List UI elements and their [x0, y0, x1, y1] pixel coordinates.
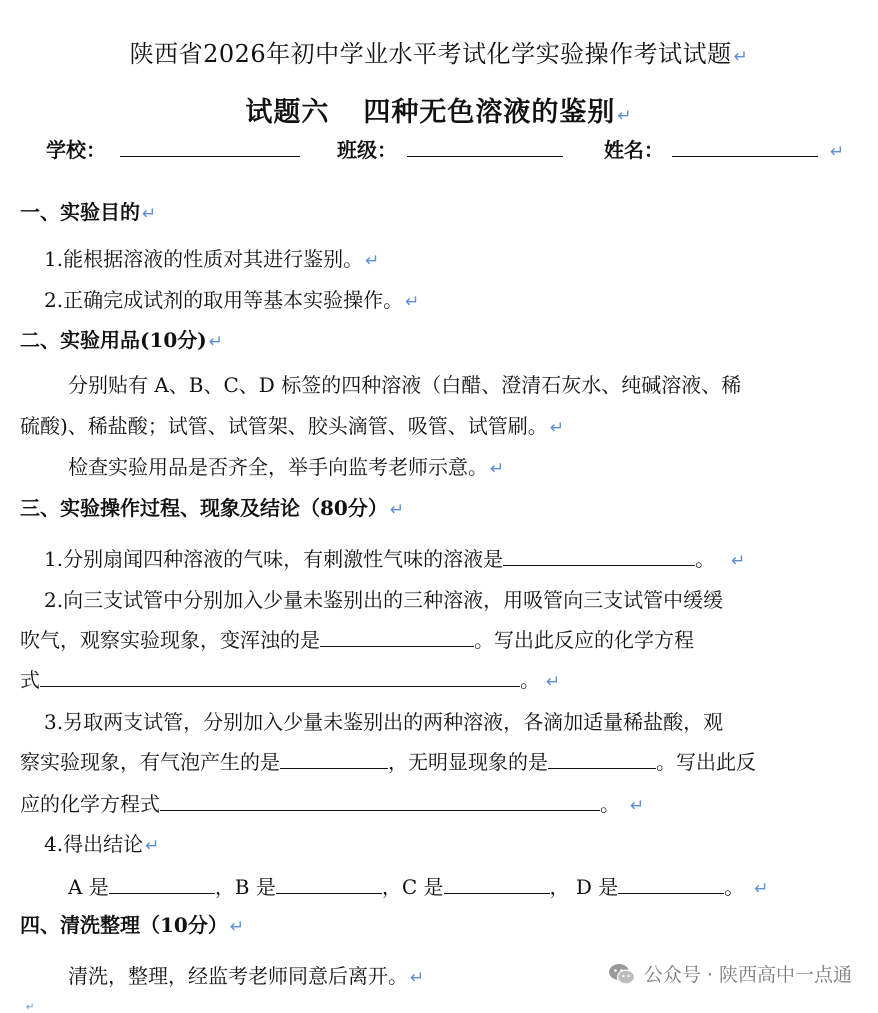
watermark	[608, 960, 852, 987]
paragraph-mark-icon: ↵	[389, 500, 405, 520]
answer-blank-d[interactable]	[618, 875, 724, 894]
answer-blank[interactable]	[280, 750, 388, 769]
answer-blank-a[interactable]	[109, 875, 215, 894]
paragraph-mark-icon: ↵	[630, 796, 645, 816]
question-2-line-3: 式 。 ↵	[20, 668, 561, 692]
paragraph-mark-icon: ↵	[754, 879, 769, 899]
answer-blank[interactable]	[503, 547, 695, 566]
paragraph-mark-icon: ↵	[145, 836, 160, 856]
paragraph-mark-icon: ↵	[549, 418, 565, 438]
question-4: 4.得出结论 ↵	[44, 832, 160, 856]
paragraph-mark-icon: ↵	[617, 106, 633, 126]
paragraph-mark-icon: ↵	[405, 292, 420, 312]
materials-check: 检查实验用品是否齐全，举手向监考老师示意。 ↵	[68, 455, 505, 479]
section-heading-1: 一、实验目的 ↵	[20, 200, 157, 224]
exam-title: 陕西省2026年初中学业水平考试化学实验操作考试试题 ↵	[129, 40, 749, 68]
class-blank[interactable]	[407, 138, 563, 157]
class-label: 班级：	[336, 138, 397, 162]
name-blank[interactable]	[672, 138, 818, 157]
watermark-text: 公众号 · 陕西高中一点通	[643, 964, 852, 986]
school-label: 学校：	[46, 138, 106, 162]
equation-blank[interactable]	[160, 792, 600, 811]
student-info-row	[46, 134, 844, 163]
paragraph-mark-icon: ↵	[731, 551, 746, 571]
question-number: 试题六	[245, 97, 330, 128]
objective-item: 2.正确完成试剂的取用等基本实验操作。 ↵	[44, 288, 420, 312]
question-2-line-1: 2.向三支试管中分别加入少量未鉴别出的三种溶液，用吸管向三支试管中缓缓	[44, 588, 724, 612]
section-heading-2: 二、实验用品(10分) ↵	[20, 328, 224, 352]
conclusion-row: A 是 ，B 是 ，C 是 ， D 是 。 ↵	[68, 875, 769, 899]
school-blank[interactable]	[120, 138, 300, 157]
materials-line-1: 分别贴有 A、B、C、D 标签的四种溶液（白醋、澄清石灰水、纯碱溶液、稀	[68, 373, 742, 397]
question-3-line-1: 3.另取两支试管，分别加入少量未鉴别出的两种溶液，各滴加适量稀盐酸，观	[44, 710, 724, 734]
question-3-line-3: 应的化学方程式 。 ↵	[20, 792, 645, 816]
question-2-line-2: 吹气，观察实验现象，变浑浊的是 。写出此反应的化学方程	[20, 628, 694, 652]
section-heading-3: 三、实验操作过程、现象及结论（80分） ↵	[20, 496, 405, 520]
question-title: 四种无色溶液的鉴别	[363, 97, 616, 128]
materials-line-2: 硫酸)、稀盐酸；试管、试管架、胶头滴管、吸管、试管刷。 ↵	[20, 414, 565, 438]
objective-item: 1.能根据溶液的性质对其进行鉴别。 ↵	[44, 247, 380, 271]
wechat-icon	[608, 962, 636, 986]
paragraph-mark-icon: ↵	[229, 917, 245, 937]
answer-blank[interactable]	[320, 628, 474, 647]
paragraph-mark-icon: ↵	[142, 204, 157, 224]
answer-blank[interactable]	[548, 750, 656, 769]
name-label: 姓名：	[603, 138, 664, 162]
cleanup-text: 清洗，整理，经监考老师同意后离开。 ↵	[68, 964, 425, 988]
paragraph-mark-icon: ↵	[208, 332, 224, 352]
text-cursor-icon: ↵	[26, 1002, 35, 1013]
paragraph-mark-icon: ↵	[490, 459, 505, 479]
paragraph-mark-icon: ↵	[733, 47, 749, 67]
question-1: 1.分别扇闻四种溶液的气味，有刺激性气味的溶液是 。 ↵	[44, 547, 746, 571]
paragraph-mark-icon: ↵	[365, 251, 380, 271]
exam-subtitle	[0, 90, 878, 129]
paragraph-mark-icon: ↵	[410, 968, 425, 988]
section-heading-4: 四、清洗整理（10分） ↵	[20, 913, 245, 937]
equation-blank[interactable]	[40, 668, 520, 687]
answer-blank-c[interactable]	[444, 875, 550, 894]
question-3-line-2: 察实验现象，有气泡产生的是 ，无明显现象的是 。写出此反	[20, 750, 756, 774]
answer-blank-b[interactable]	[276, 875, 382, 894]
paragraph-mark-icon: ↵	[829, 142, 845, 162]
paragraph-mark-icon: ↵	[546, 672, 561, 692]
